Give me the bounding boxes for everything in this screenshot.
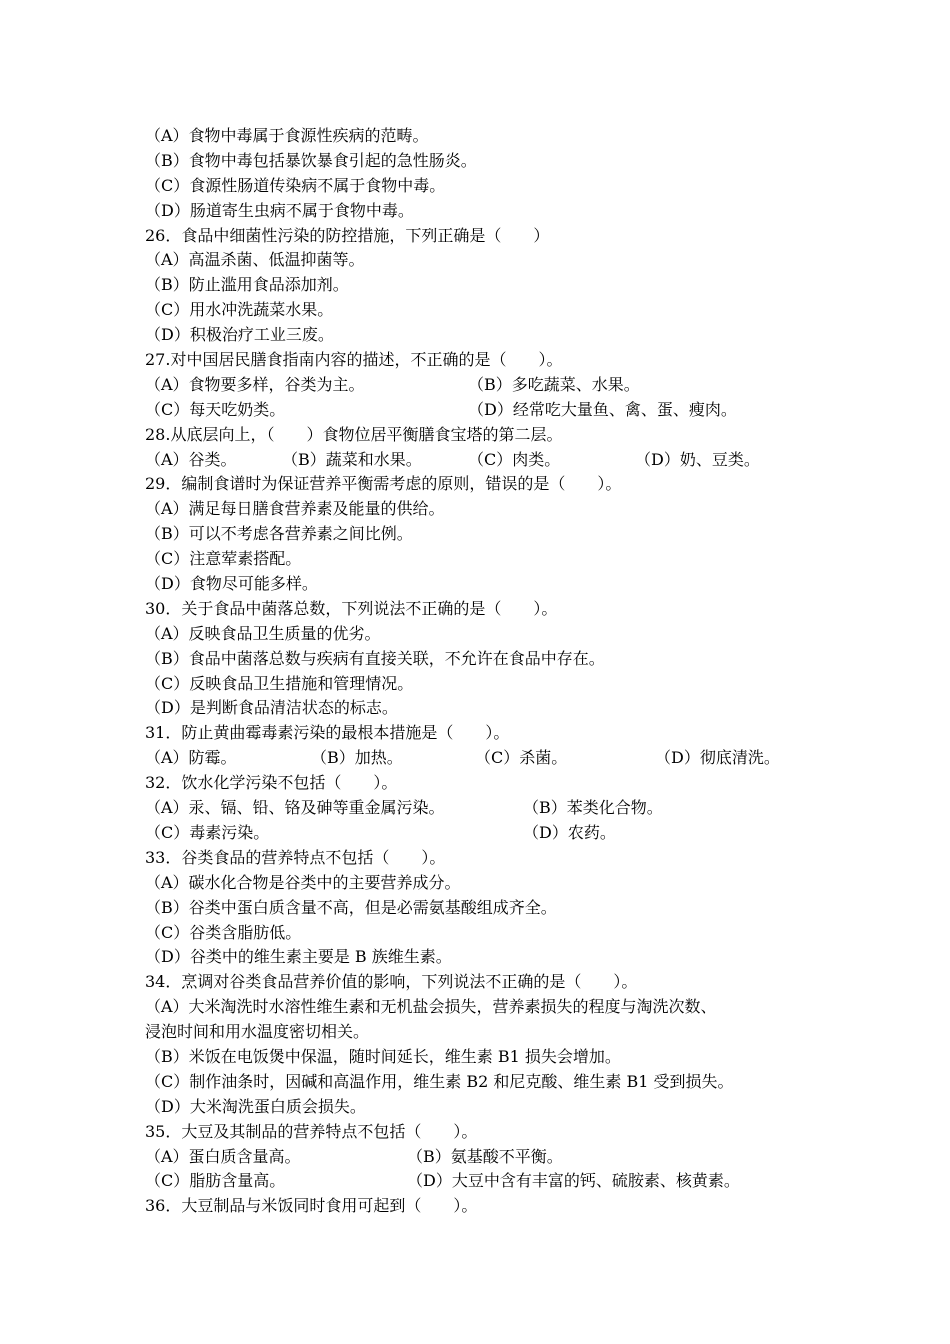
question-stem-30: 30．关于食品中菌落总数，下列说法不正确的是（ ）。 (145, 598, 558, 618)
option-b: （B）苯类化合物。 (523, 798, 663, 818)
question-stem-31: 31．防止黄曲霉毒素污染的最根本措施是（ ）。 (145, 723, 510, 743)
option-a: （A）食物要多样，谷类为主。 (145, 374, 365, 394)
option-line: （B）食品中菌落总数与疾病有直接关联，不允许在食品中存在。 (145, 648, 605, 668)
option-c: （C）毒素污染。 (145, 822, 270, 842)
option-row (145, 1145, 825, 1170)
question-stem-29: 29．编制食谱时为保证营养平衡需考虑的原则，错误的是（ ）。 (145, 474, 622, 494)
option-c: （C）脂肪含量高。 (145, 1171, 286, 1191)
option-c: （C）肉类。 (468, 449, 561, 469)
option-line: （A）高温杀菌、低温抑菌等。 (145, 250, 365, 270)
option-b: （B）多吃蔬菜、水果。 (468, 374, 640, 394)
option-line: （D）大米淘洗蛋白质会损失。 (145, 1096, 366, 1116)
option-d: （D）奶、豆类。 (635, 449, 760, 469)
option-d: （D）大豆中含有丰富的钙、硫胺素、核黄素。 (407, 1171, 740, 1191)
option-line: （C）用水冲洗蔬菜水果。 (145, 300, 334, 320)
option-line: （D）食物尽可能多样。 (145, 574, 318, 594)
option-row (145, 1169, 825, 1194)
option-b: （B）加热。 (311, 748, 403, 768)
question-stem-32: 32．饮水化学污染不包括（ ）。 (145, 773, 398, 793)
option-d: （D）农药。 (523, 822, 616, 842)
option-a: （A）谷类。 (145, 449, 237, 469)
option-a: （A）汞、镉、铅、铬及砷等重金属污染。 (145, 798, 445, 818)
option-row (145, 448, 825, 473)
option-d: （D）经常吃大量鱼、禽、蛋、瘦肉。 (468, 399, 737, 419)
question-stem-27: 27.对中国居民膳食指南内容的描述，不正确的是（ ）。 (145, 350, 563, 370)
option-row (145, 398, 825, 423)
option-line: （A）满足每日膳食营养素及能量的供给。 (145, 499, 445, 519)
option-a: （A）蛋白质含量高。 (145, 1146, 301, 1166)
option-row (145, 746, 825, 771)
question-stem-33: 33．谷类食品的营养特点不包括（ ）。 (145, 847, 446, 867)
option-line: （C）谷类含脂肪低。 (145, 922, 302, 942)
option-line: （B）食物中毒包括暴饮暴食引起的急性肠炎。 (145, 150, 477, 170)
option-line: （C）食源性肠道传染病不属于食物中毒。 (145, 175, 446, 195)
option-line: （D）谷类中的维生素主要是 B 族维生素。 (145, 947, 452, 967)
option-line: （C）制作油条时，因碱和高温作用，维生素 B2 和尼克酸、维生素 B1 受到损失。 (145, 1071, 734, 1091)
question-stem-35: 35．大豆及其制品的营养特点不包括（ ）。 (145, 1121, 478, 1141)
option-line: （A）大米淘洗时水溶性维生素和无机盐会损失，营养素损失的程度与淘洗次数、 (145, 997, 717, 1017)
option-line: （D）是判断食品清洁状态的标志。 (145, 698, 398, 718)
question-list (145, 124, 825, 1219)
option-line: （B）谷类中蛋白质含量不高，但是必需氨基酸组成齐全。 (145, 897, 557, 917)
option-line: （B）米饭在电饭煲中保温，随时间延长，维生素 B1 损失会增加。 (145, 1046, 621, 1066)
option-b: （B）氨基酸不平衡。 (407, 1146, 563, 1166)
option-line: （A）碳水化合物是谷类中的主要营养成分。 (145, 872, 461, 892)
option-c: （C）每天吃奶类。 (145, 399, 286, 419)
question-stem-28: 28.从底层向上，（ ）食物位居平衡膳食宝塔的第二层。 (145, 424, 563, 444)
option-row (145, 821, 825, 846)
option-c: （C）杀菌。 (475, 748, 568, 768)
option-line: （D）肠道寄生虫病不属于食物中毒。 (145, 200, 414, 220)
option-d: （D）彻底清洗。 (655, 748, 780, 768)
option-line-continued: 浸泡时间和用水温度密切相关。 (145, 1022, 370, 1042)
option-line: （C）注意荤素搭配。 (145, 549, 302, 569)
question-stem-34: 34．烹调对谷类食品营养价值的影响，下列说法不正确的是（ ）。 (145, 972, 638, 992)
option-a: （A）防霉。 (145, 748, 237, 768)
option-row (145, 796, 825, 821)
option-b: （B）蔬菜和水果。 (282, 449, 422, 469)
option-row (145, 373, 825, 398)
question-stem-36: 36．大豆制品与米饭同时食用可起到（ ）。 (145, 1196, 478, 1216)
question-stem-26: 26．食品中细菌性污染的防控措施，下列正确是（ ） (145, 225, 550, 245)
option-line: （A）食物中毒属于食源性疾病的范畴。 (145, 126, 429, 145)
option-line: （A）反映食品卫生质量的优劣。 (145, 623, 381, 643)
option-line: （C）反映食品卫生措施和管理情况。 (145, 673, 414, 693)
option-line: （B）防止滥用食品添加剂。 (145, 275, 349, 295)
option-line: （D）积极治疗工业三废。 (145, 325, 334, 345)
option-line: （B）可以不考虑各营养素之间比例。 (145, 524, 413, 544)
